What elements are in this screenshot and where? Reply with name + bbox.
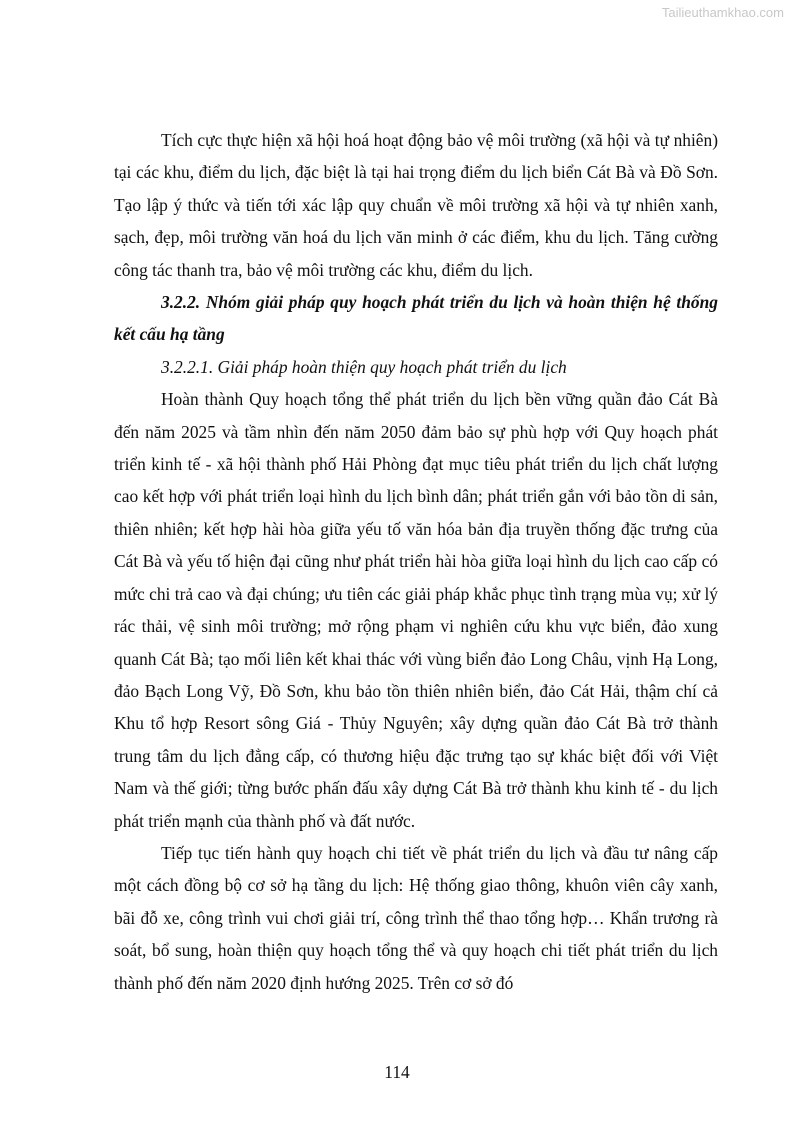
section-heading: 3.2.2. Nhóm giải pháp quy hoạch phát triển du lịch và hoàn thiện hệ thống kết cấu hạ tầng [114, 292, 718, 345]
paragraph-environment: Tích cực thực hiện xã hội hoá hoạt động bảo vệ môi trường (xã hội và tự nhiên) tại các khu, điểm du lịch, đặc biệt là tại hai trọng điểm du lịch biển Cát Bà và Đồ Sơn. Tạo lập ý thức và tiến tới xác lập quy chuẩn về môi trường xã hội và tự nhiên xanh, sạch, đẹp, môi trường văn hoá du lịch văn minh ở các điểm, khu du lịch. Tăng cường công tác thanh tra, bảo vệ môi trường các khu, điểm du lịch. [114, 130, 718, 280]
document-body [114, 124, 718, 999]
watermark: Tailieuthamkhao.com [661, 5, 784, 20]
paragraph-detailed-planning: Tiếp tục tiến hành quy hoạch chi tiết về phát triển du lịch và đầu tư nâng cấp một cách đồng bộ cơ sở hạ tầng du lịch: Hệ thống giao thông, khuôn viên cây xanh, bãi đỗ xe, công trình vui chơi giải trí, công trình thể thao tổng hợp… Khẩn trương rà soát, bổ sung, hoàn thiện quy hoạch tổng thể và quy hoạch chi tiết phát triển du lịch thành phố đến năm 2020 định hướng 2025. Trên cơ sở đó [114, 842, 718, 993]
page-number: 114 [384, 1062, 410, 1082]
subsection-heading: 3.2.2.1. Giải pháp hoàn thiện quy hoạch phát triển du lịch [161, 356, 567, 377]
paragraph-master-plan: Hoàn thành Quy hoạch tổng thể phát triển du lịch bền vững quần đảo Cát Bà đến năm 2025 và tầm nhìn đến năm 2050 đảm bảo sự phù hợp với Quy hoạch phát triển kinh tế - xã hội thành phố Hải Phòng đạt mục tiêu phát triển du lịch chất lượng cao kết hợp với phát triển loại hình du lịch bình dân; phát triển gắn với bảo tồn di sản, thiên nhiên; kết hợp hài hòa giữa yếu tố văn hóa bản địa truyền thống đặc trưng của Cát Bà và yếu tố hiện đại cũng như phát triển hài hòa giữa loại hình du lịch cao cấp có mức chi trả cao và đại chúng; ưu tiên các giải pháp khắc phục tình trạng mùa vụ; xử lý rác thải, vệ sinh môi trường; mở rộng phạm vi nghiên cứu khu vực biển, đảo xung quanh Cát Bà; tạo mối liên kết khai thác với vùng biển đảo Long Châu, vịnh Hạ Long, đảo Bạch Long Vỹ, Đồ Sơn, khu bảo tồn thiên nhiên biển, đảo Cát Hải, thậm chí cả Khu tổ hợp Resort sông Giá - Thủy Nguyên; xây dựng quần đảo Cát Bà trở thành trung tâm du lịch đẳng cấp, có thương hiệu đặc trưng tạo sự khác biệt đối với Việt Nam và thế giới; từng bước phấn đấu xây dựng Cát Bà trở thành khu kinh tế - du lịch phát triển mạnh của thành phố và đất nước. [114, 389, 718, 831]
